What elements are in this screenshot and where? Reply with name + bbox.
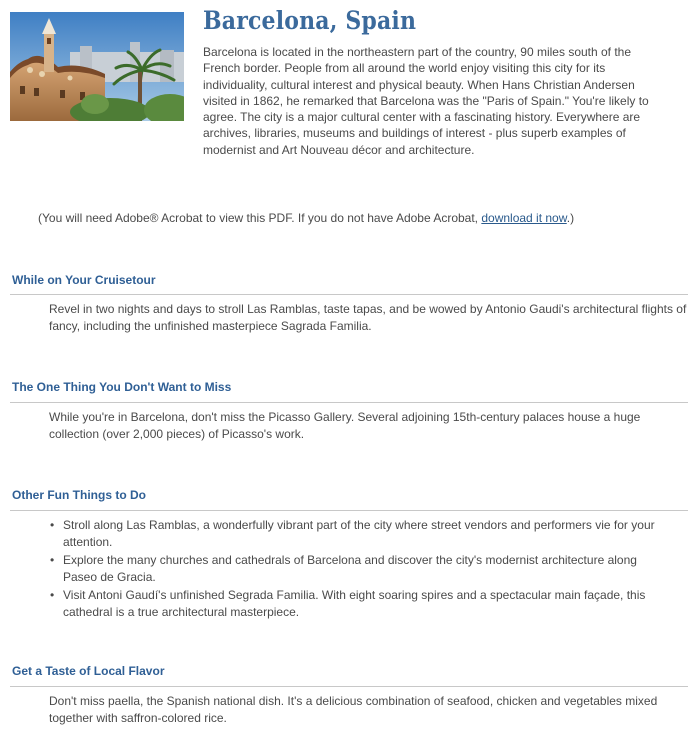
hero-image: [10, 12, 184, 121]
section-body-local-flavor: Don't miss paella, the Spanish national dish. It's a delicious combination of seafood, chicken and vegetables mixed together with saffron-colored rice.: [49, 694, 658, 726]
list-item-text: Explore the many churches and cathedrals of Barcelona and discover the city's modernist architecture along Paseo de Gracia.: [63, 552, 637, 585]
intro-paragraph: Barcelona is located in the northeastern part of the country, 90 miles south of the French border. People from all around the world enjoy visiting this city for its individuality, cultural interest and physical beauty. When Hans Christian Andersen visited in 1862, he remarked that Barcelona was the "Paris of Spain." You're likely to agree. The city is a major cultural center with a fascinating history. Everywhere are archives, libraries, museums and buildings of interest - plus superb examples of modernist and Art Nouveau décor and architecture.: [203, 45, 649, 157]
section-heading-local-flavor: Get a Taste of Local Flavor: [12, 664, 165, 678]
bullet-icon: •: [50, 518, 55, 532]
pdf-note: [38, 211, 574, 225]
section-body-dont-miss: While you're in Barcelona, don't miss the Picasso Gallery. Several adjoining 15th-century palaces house a huge collection (over 2,000 pieces) of Picasso's work.: [49, 410, 641, 442]
list-item-text: Visit Antoni Gaudí's unfinished Segrada Familia. With eight soaring spires and a spectacular main façade, this cathedral is a true architectural masterpiece.: [63, 587, 646, 620]
section-divider: [10, 510, 688, 511]
section-heading-fun-things: Other Fun Things to Do: [12, 488, 146, 502]
section-heading-dont-miss: The One Thing You Don't Want to Miss: [12, 380, 232, 394]
bullet-icon: •: [50, 552, 55, 567]
pdf-note-prefix: (You will need Adobe® Acrobat to view this PDF. If you do not have Adobe Acrobat,: [38, 211, 482, 225]
list-item-text: Stroll along Las Ramblas, a wonderfully vibrant part of the city where street vendors and performers vie for your attention.: [63, 518, 655, 550]
pdf-note-suffix: .): [566, 211, 575, 225]
fun-things-list: [49, 517, 674, 621]
download-acrobat-link[interactable]: download it now: [481, 211, 567, 225]
section-divider: [10, 294, 688, 295]
section-heading-cruisetour: While on Your Cruisetour: [12, 273, 156, 287]
page-title: Barcelona, Spain: [203, 6, 417, 35]
section-body-cruisetour: Revel in two nights and days to stroll Las Ramblas, taste tapas, and be wowed by Antonio Gaudi's architectural flights of fancy, including the unfinished masterpiece Sagrada Familia.: [49, 302, 687, 334]
section-divider: [10, 402, 688, 403]
list-item: [49, 587, 674, 622]
bullet-icon: •: [50, 587, 55, 602]
section-divider: [10, 686, 688, 687]
list-item: [49, 552, 674, 587]
park-guell-illustration: [10, 12, 184, 121]
list-item: [49, 517, 674, 552]
